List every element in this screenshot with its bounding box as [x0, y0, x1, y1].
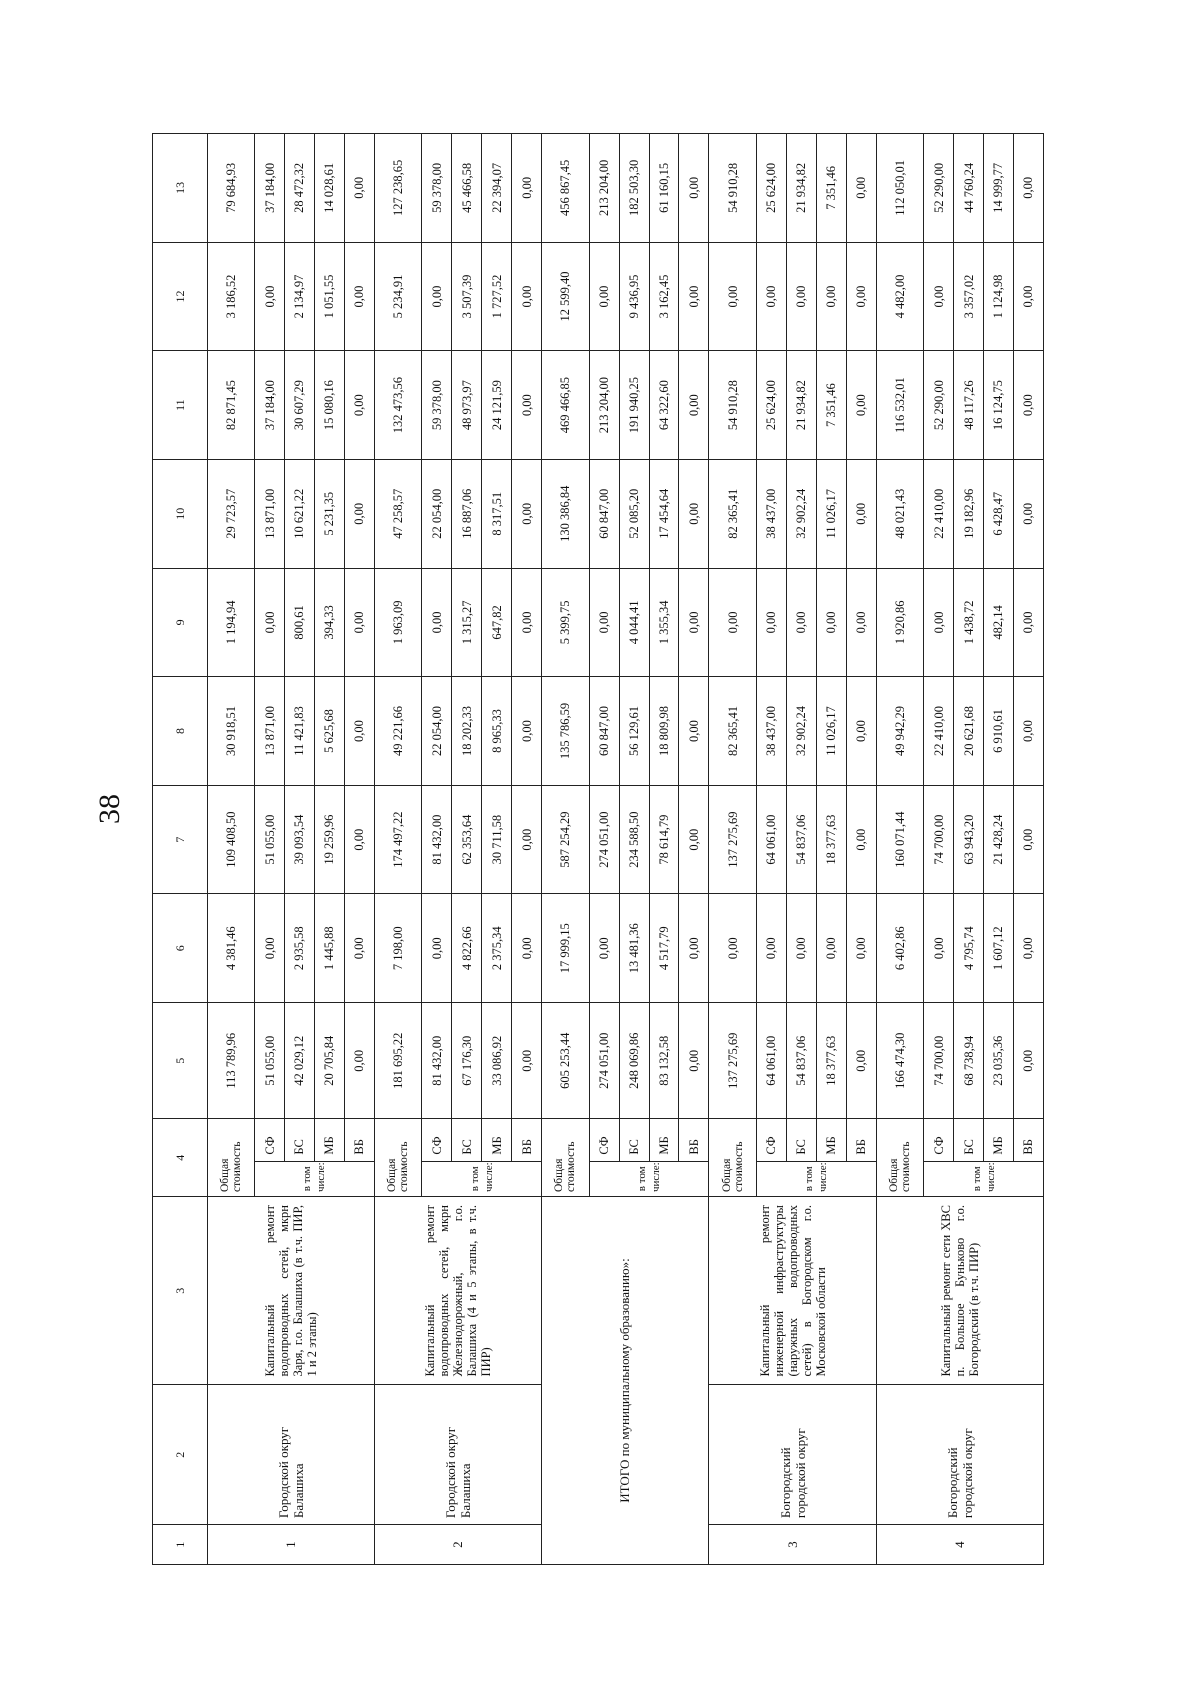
project-index: 4 [876, 1525, 1043, 1565]
value-cell: 1 727,52 [482, 242, 512, 351]
value-cell: 137 275,69 [709, 785, 757, 894]
value-cell: 21 428,24 [984, 785, 1014, 894]
value-cell: 0,00 [344, 351, 374, 460]
value-cell: 18 809,98 [649, 677, 679, 786]
value-cell: 213 204,00 [589, 351, 619, 460]
value-cell: 5 234,91 [374, 242, 422, 351]
value-cell: 1 315,27 [452, 568, 482, 677]
value-cell: 2 375,34 [482, 894, 512, 1003]
project-description: Капитальный ремонт инженерной инфраструктуры (наружных водопроводных сетей) в Богородском г.о. Московской области [709, 1197, 876, 1385]
value-cell: 234 588,50 [619, 785, 649, 894]
value-cell: 0,00 [255, 242, 285, 351]
value-cell: 0,00 [709, 242, 757, 351]
value-cell: 0,00 [589, 894, 619, 1003]
value-cell: 7 351,46 [816, 134, 846, 243]
value-cell: 11 421,83 [285, 677, 315, 786]
header-row [153, 134, 208, 1565]
value-cell: 0,00 [709, 894, 757, 1003]
value-cell: 0,00 [846, 134, 876, 243]
projects-block-a [207, 134, 542, 1565]
value-cell: 60 847,00 [589, 677, 619, 786]
value-cell: 64 061,00 [756, 785, 786, 894]
total-cost-label: Общая стоимость [207, 1119, 255, 1197]
value-cell: 0,00 [512, 242, 542, 351]
value-cell: 16 887,06 [452, 459, 482, 568]
value-cell: 4 044,41 [619, 568, 649, 677]
value-cell: 22 410,00 [924, 459, 954, 568]
value-cell: 2 134,97 [285, 242, 315, 351]
value-cell: 482,14 [984, 568, 1014, 677]
header-cell: 6 [153, 894, 208, 1003]
header-cell: 7 [153, 785, 208, 894]
value-cell: 0,00 [756, 894, 786, 1003]
value-cell: 109 408,50 [207, 785, 255, 894]
value-cell: 0,00 [1013, 894, 1043, 1003]
value-cell: 130 386,84 [542, 459, 590, 568]
source-type-cell: БС [452, 1119, 482, 1161]
value-cell: 0,00 [344, 894, 374, 1003]
value-cell: 3 186,52 [207, 242, 255, 351]
value-cell: 0,00 [786, 894, 816, 1003]
incl-label: в том числе: [589, 1161, 709, 1196]
value-cell: 15 080,16 [314, 351, 344, 460]
value-cell: 59 378,00 [422, 351, 452, 460]
project-description: Капитальный ремонт водопроводных сетей, мкрн Заря, г.о. Балашиха (в т.ч. ПИР, 1 и 2 этапы) [207, 1197, 374, 1385]
value-cell: 10 621,22 [285, 459, 315, 568]
source-type-cell: ВБ [1013, 1119, 1043, 1161]
source-type-cell: ВБ [846, 1119, 876, 1161]
total-row [542, 134, 590, 1565]
value-cell: 0,00 [924, 894, 954, 1003]
page-number: 38 [93, 794, 126, 824]
total-cost-label: Общая стоимость [374, 1119, 422, 1197]
header-cell: 4 [153, 1119, 208, 1197]
value-cell: 64 322,60 [649, 351, 679, 460]
header-cell: 9 [153, 568, 208, 677]
value-cell: 17 454,64 [649, 459, 679, 568]
value-cell: 4 482,00 [876, 242, 924, 351]
value-cell: 0,00 [786, 568, 816, 677]
value-cell: 22 410,00 [924, 677, 954, 786]
value-cell: 0,00 [679, 242, 709, 351]
value-cell: 0,00 [846, 242, 876, 351]
value-cell: 0,00 [589, 242, 619, 351]
value-cell: 8 317,51 [482, 459, 512, 568]
value-cell: 22 054,00 [422, 677, 452, 786]
value-cell: 174 497,22 [374, 785, 422, 894]
source-type-cell: ВБ [679, 1119, 709, 1161]
value-cell: 13 481,36 [619, 894, 649, 1003]
incl-label: в том числе: [255, 1161, 375, 1196]
value-cell: 605 253,44 [542, 1003, 590, 1119]
value-cell: 59 378,00 [422, 134, 452, 243]
value-cell: 4 822,66 [452, 894, 482, 1003]
total-row [207, 134, 255, 1565]
value-cell: 20 705,84 [314, 1003, 344, 1119]
source-type-cell: СФ [756, 1119, 786, 1161]
value-cell: 0,00 [1013, 785, 1043, 894]
total-cost-label: Общая стоимость [709, 1119, 757, 1197]
value-cell: 30 711,58 [482, 785, 512, 894]
funding-table [152, 133, 1044, 1565]
value-cell: 42 029,12 [285, 1003, 315, 1119]
value-cell: 587 254,29 [542, 785, 590, 894]
value-cell: 5 231,35 [314, 459, 344, 568]
value-cell: 21 934,82 [786, 134, 816, 243]
value-cell: 28 472,32 [285, 134, 315, 243]
value-cell: 51 055,00 [255, 785, 285, 894]
header-cell: 5 [153, 1003, 208, 1119]
value-cell: 0,00 [786, 242, 816, 351]
value-cell: 127 238,65 [374, 134, 422, 243]
value-cell: 166 474,30 [876, 1003, 924, 1119]
value-cell: 5 399,75 [542, 568, 590, 677]
value-cell: 1 051,55 [314, 242, 344, 351]
value-cell: 0,00 [344, 1003, 374, 1119]
value-cell: 0,00 [344, 568, 374, 677]
value-cell: 0,00 [679, 351, 709, 460]
value-cell: 25 624,00 [756, 134, 786, 243]
value-cell: 48 021,43 [876, 459, 924, 568]
value-cell: 1 438,72 [954, 568, 984, 677]
value-cell: 0,00 [816, 242, 846, 351]
value-cell: 82 365,41 [709, 677, 757, 786]
value-cell: 74 700,00 [924, 1003, 954, 1119]
value-cell: 52 290,00 [924, 134, 954, 243]
district-name: Городской округ Балашиха [374, 1385, 541, 1525]
value-cell: 394,33 [314, 568, 344, 677]
source-type-cell: БС [285, 1119, 315, 1161]
value-cell: 0,00 [756, 568, 786, 677]
value-cell: 51 055,00 [255, 1003, 285, 1119]
source-type-cell: БС [954, 1119, 984, 1161]
value-cell: 0,00 [1013, 1003, 1043, 1119]
value-cell: 0,00 [1013, 242, 1043, 351]
value-cell: 0,00 [255, 894, 285, 1003]
value-cell: 0,00 [344, 134, 374, 243]
value-cell: 38 437,00 [756, 677, 786, 786]
value-cell: 37 184,00 [255, 134, 285, 243]
value-cell: 0,00 [846, 459, 876, 568]
value-cell: 0,00 [512, 1003, 542, 1119]
header-cell: 11 [153, 351, 208, 460]
value-cell: 0,00 [846, 894, 876, 1003]
value-cell: 0,00 [512, 568, 542, 677]
value-cell: 7 351,46 [816, 351, 846, 460]
source-type-cell: БС [786, 1119, 816, 1161]
header-cell: 8 [153, 677, 208, 786]
value-cell: 67 176,30 [452, 1003, 482, 1119]
value-cell: 82 365,41 [709, 459, 757, 568]
value-cell: 25 624,00 [756, 351, 786, 460]
source-type-cell: СФ [255, 1119, 285, 1161]
value-cell: 0,00 [679, 134, 709, 243]
projects-block-b [709, 134, 1044, 1565]
value-cell: 61 160,15 [649, 134, 679, 243]
source-type-cell: МБ [649, 1119, 679, 1161]
value-cell: 0,00 [679, 459, 709, 568]
value-cell: 24 121,59 [482, 351, 512, 460]
value-cell: 62 353,64 [452, 785, 482, 894]
value-cell: 8 965,33 [482, 677, 512, 786]
value-cell: 19 182,96 [954, 459, 984, 568]
total-row [876, 134, 924, 1565]
value-cell: 0,00 [344, 677, 374, 786]
value-cell: 0,00 [1013, 568, 1043, 677]
value-cell: 30 918,51 [207, 677, 255, 786]
value-cell: 1 194,94 [207, 568, 255, 677]
value-cell: 48 117,26 [954, 351, 984, 460]
project-description: Капитальный ремонт сети ХВС п. Большое Буньково г.о. Богородский (в т.ч. ПИР) [876, 1197, 1043, 1385]
value-cell: 647,82 [482, 568, 512, 677]
project-index: 3 [709, 1525, 876, 1565]
value-cell: 18 377,63 [816, 1003, 846, 1119]
value-cell: 135 786,59 [542, 677, 590, 786]
value-cell: 13 871,00 [255, 677, 285, 786]
value-cell: 0,00 [255, 568, 285, 677]
value-cell: 0,00 [512, 134, 542, 243]
value-cell: 181 695,22 [374, 1003, 422, 1119]
value-cell: 23 035,36 [984, 1003, 1014, 1119]
value-cell: 54 837,06 [786, 785, 816, 894]
value-cell: 1 445,88 [314, 894, 344, 1003]
value-cell: 20 621,68 [954, 677, 984, 786]
value-cell: 1 920,86 [876, 568, 924, 677]
total-cost-label: Общая стоимость [542, 1119, 590, 1197]
source-type-cell: МБ [984, 1119, 1014, 1161]
value-cell: 11 026,17 [816, 459, 846, 568]
value-cell: 0,00 [512, 351, 542, 460]
value-cell: 0,00 [846, 677, 876, 786]
source-type-cell: СФ [422, 1119, 452, 1161]
value-cell: 4 795,74 [954, 894, 984, 1003]
value-cell: 469 466,85 [542, 351, 590, 460]
source-type-cell: МБ [482, 1119, 512, 1161]
value-cell: 0,00 [512, 894, 542, 1003]
value-cell: 274 051,00 [589, 785, 619, 894]
value-cell: 14 999,77 [984, 134, 1014, 243]
value-cell: 0,00 [512, 785, 542, 894]
source-type-cell: МБ [314, 1119, 344, 1161]
source-type-cell: СФ [924, 1119, 954, 1161]
value-cell: 0,00 [846, 351, 876, 460]
district-name: Богородский городской округ [876, 1385, 1043, 1525]
value-cell: 74 700,00 [924, 785, 954, 894]
value-cell: 19 259,96 [314, 785, 344, 894]
incl-label: в том числе: [924, 1161, 1044, 1196]
value-cell: 14 028,61 [314, 134, 344, 243]
project-index: 1 [207, 1525, 374, 1565]
value-cell: 113 789,96 [207, 1003, 255, 1119]
value-cell: 0,00 [344, 459, 374, 568]
value-cell: 32 902,24 [786, 459, 816, 568]
value-cell: 2 935,58 [285, 894, 315, 1003]
value-cell: 37 184,00 [255, 351, 285, 460]
value-cell: 4 517,79 [649, 894, 679, 1003]
value-cell: 0,00 [924, 242, 954, 351]
value-cell: 33 086,92 [482, 1003, 512, 1119]
value-cell: 0,00 [422, 568, 452, 677]
value-cell: 456 867,45 [542, 134, 590, 243]
value-cell: 81 432,00 [422, 1003, 452, 1119]
value-cell: 12 599,40 [542, 242, 590, 351]
value-cell: 56 129,61 [619, 677, 649, 786]
value-cell: 0,00 [422, 894, 452, 1003]
value-cell: 112 050,01 [876, 134, 924, 243]
value-cell: 48 973,97 [452, 351, 482, 460]
source-type-cell: ВБ [512, 1119, 542, 1161]
value-cell: 800,61 [285, 568, 315, 677]
value-cell: 0,00 [679, 677, 709, 786]
incl-label: в том числе: [756, 1161, 876, 1196]
value-cell: 21 934,82 [786, 351, 816, 460]
value-cell: 52 085,20 [619, 459, 649, 568]
value-cell: 52 290,00 [924, 351, 954, 460]
value-cell: 45 466,58 [452, 134, 482, 243]
total-row [374, 134, 422, 1565]
value-cell: 82 871,45 [207, 351, 255, 460]
value-cell: 32 902,24 [786, 677, 816, 786]
district-name: Городской округ Балашиха [207, 1385, 374, 1525]
value-cell: 0,00 [344, 785, 374, 894]
value-cell: 0,00 [846, 785, 876, 894]
value-cell: 1 963,09 [374, 568, 422, 677]
value-cell: 54 910,28 [709, 351, 757, 460]
value-cell: 0,00 [422, 242, 452, 351]
value-cell: 1 607,12 [984, 894, 1014, 1003]
total-cost-label: Общая стоимость [876, 1119, 924, 1197]
value-cell: 0,00 [1013, 677, 1043, 786]
value-cell: 0,00 [679, 1003, 709, 1119]
incl-label: в том числе: [422, 1161, 542, 1196]
value-cell: 11 026,17 [816, 677, 846, 786]
value-cell: 0,00 [846, 568, 876, 677]
value-cell: 9 436,95 [619, 242, 649, 351]
value-cell: 0,00 [1013, 351, 1043, 460]
itogo-label: ИТОГО по муниципальному образованию»: [542, 1197, 709, 1565]
district-name: Богородский городской округ [709, 1385, 876, 1525]
value-cell: 0,00 [589, 568, 619, 677]
value-cell: 1 124,98 [984, 242, 1014, 351]
value-cell: 17 999,15 [542, 894, 590, 1003]
value-cell: 29 723,57 [207, 459, 255, 568]
value-cell: 0,00 [679, 568, 709, 677]
value-cell: 0,00 [816, 568, 846, 677]
value-cell: 0,00 [512, 459, 542, 568]
value-cell: 0,00 [344, 242, 374, 351]
value-cell: 60 847,00 [589, 459, 619, 568]
value-cell: 0,00 [512, 677, 542, 786]
value-cell: 54 910,28 [709, 134, 757, 243]
value-cell: 44 760,24 [954, 134, 984, 243]
value-cell: 0,00 [816, 894, 846, 1003]
rotated-table-wrapper [152, 133, 1044, 1565]
header-cell: 12 [153, 242, 208, 351]
value-cell: 248 069,86 [619, 1003, 649, 1119]
value-cell: 47 258,57 [374, 459, 422, 568]
value-cell: 49 221,66 [374, 677, 422, 786]
value-cell: 79 684,93 [207, 134, 255, 243]
value-cell: 83 132,58 [649, 1003, 679, 1119]
source-type-cell: СФ [589, 1119, 619, 1161]
value-cell: 0,00 [756, 242, 786, 351]
value-cell: 22 054,00 [422, 459, 452, 568]
value-cell: 116 532,01 [876, 351, 924, 460]
value-cell: 3 357,02 [954, 242, 984, 351]
value-cell: 274 051,00 [589, 1003, 619, 1119]
source-type-cell: МБ [816, 1119, 846, 1161]
value-cell: 63 943,20 [954, 785, 984, 894]
header-cell: 3 [153, 1197, 208, 1385]
value-cell: 160 071,44 [876, 785, 924, 894]
value-cell: 6 910,61 [984, 677, 1014, 786]
header-cell: 13 [153, 134, 208, 243]
source-type-cell: ВБ [344, 1119, 374, 1161]
value-cell: 0,00 [1013, 459, 1043, 568]
value-cell: 0,00 [846, 1003, 876, 1119]
value-cell: 213 204,00 [589, 134, 619, 243]
value-cell: 137 275,69 [709, 1003, 757, 1119]
project-index: 2 [374, 1525, 541, 1565]
value-cell: 0,00 [679, 894, 709, 1003]
value-cell: 3 507,39 [452, 242, 482, 351]
value-cell: 64 061,00 [756, 1003, 786, 1119]
header-cell: 2 [153, 1385, 208, 1525]
value-cell: 13 871,00 [255, 459, 285, 568]
value-cell: 191 940,25 [619, 351, 649, 460]
value-cell: 54 837,06 [786, 1003, 816, 1119]
value-cell: 7 198,00 [374, 894, 422, 1003]
value-cell: 81 432,00 [422, 785, 452, 894]
header-cell: 1 [153, 1525, 208, 1565]
value-cell: 0,00 [679, 785, 709, 894]
value-cell: 18 377,63 [816, 785, 846, 894]
value-cell: 0,00 [709, 568, 757, 677]
value-cell: 6 402,86 [876, 894, 924, 1003]
value-cell: 38 437,00 [756, 459, 786, 568]
value-cell: 5 625,68 [314, 677, 344, 786]
value-cell: 6 428,47 [984, 459, 1014, 568]
value-cell: 78 614,79 [649, 785, 679, 894]
value-cell: 30 607,29 [285, 351, 315, 460]
value-cell: 49 942,29 [876, 677, 924, 786]
value-cell: 16 124,75 [984, 351, 1014, 460]
total-row [709, 134, 757, 1565]
source-type-cell: БС [619, 1119, 649, 1161]
value-cell: 39 093,54 [285, 785, 315, 894]
value-cell: 22 394,07 [482, 134, 512, 243]
itogo-block [542, 134, 709, 1565]
value-cell: 132 473,56 [374, 351, 422, 460]
project-description: Капитальный ремонт водопроводных сетей, мкрн Железнодорожный, г.о. Балашиха (4 и 5 этапы, в т.ч. ПИР) [374, 1197, 541, 1385]
value-cell: 18 202,33 [452, 677, 482, 786]
value-cell: 1 355,34 [649, 568, 679, 677]
value-cell: 68 738,94 [954, 1003, 984, 1119]
value-cell: 0,00 [1013, 134, 1043, 243]
value-cell: 0,00 [924, 568, 954, 677]
value-cell: 4 381,46 [207, 894, 255, 1003]
value-cell: 182 503,30 [619, 134, 649, 243]
header-cell: 10 [153, 459, 208, 568]
value-cell: 3 162,45 [649, 242, 679, 351]
